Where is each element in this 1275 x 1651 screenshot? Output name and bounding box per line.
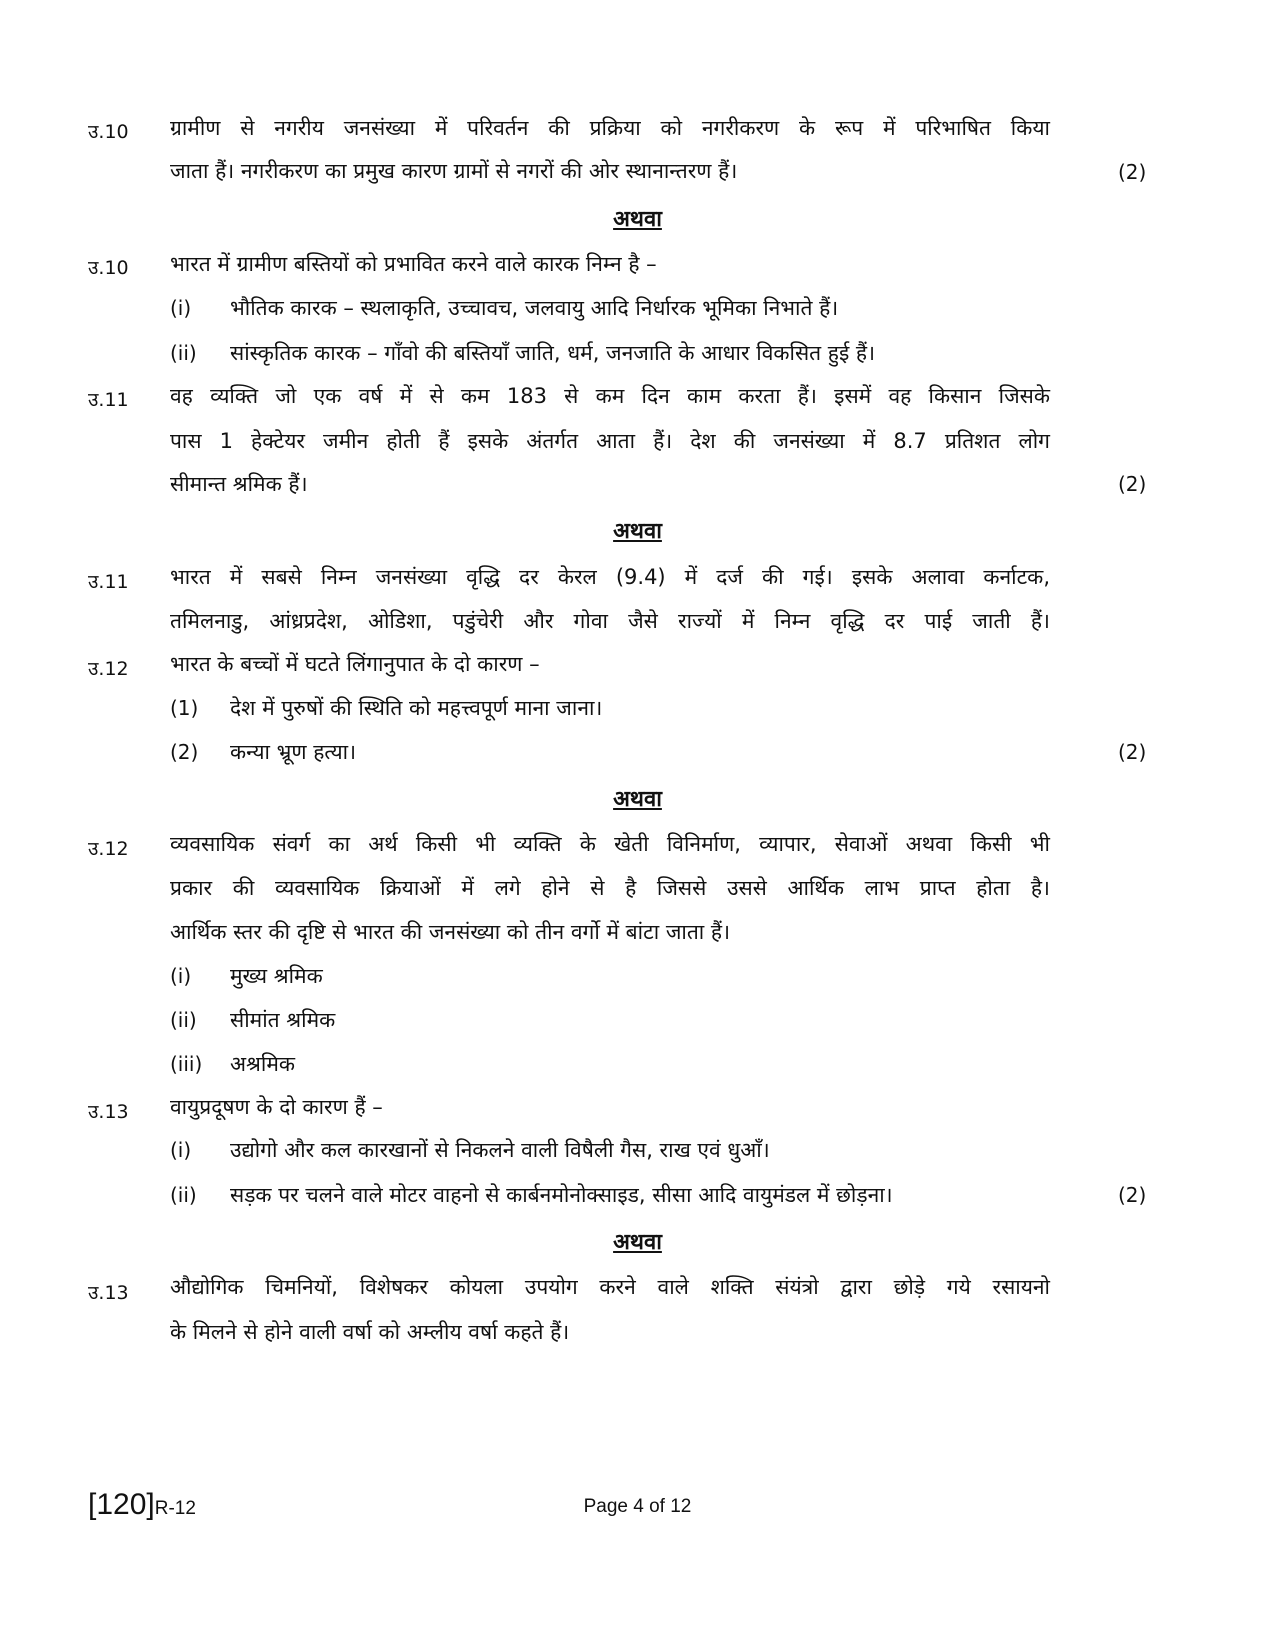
list-marker: (ii)	[170, 341, 197, 365]
question-number: उ.10	[88, 121, 129, 143]
answer-line: तमिलनाडु, आंध्रप्रदेश, ओडिशा, पडुंचेरी और गोवा जैसे राज्यों में निम्न वृद्धि दर पाई जाती हैं।	[170, 609, 1050, 633]
list-marker: (1)	[170, 696, 199, 720]
question-number: उ.10	[88, 257, 129, 279]
answer-line: के मिलने से होने वाली वर्षा को अम्लीय वर्षा कहते हैं।	[170, 1320, 570, 1344]
list-marker: (ii)	[170, 1008, 197, 1032]
or-separator: अथवा	[613, 1230, 662, 1255]
list-item: अश्रमिक	[230, 1052, 296, 1076]
answer-line: ग्रामीण से नगरीय जनसंख्या में परिवर्तन की प्रक्रिया को नगरीकरण के रूप में परिभाषित किया	[170, 116, 1050, 140]
list-item: उद्योगो और कल कारखानों से निकलने वाली विषैली गैस, राख एवं धुआँ।	[230, 1138, 770, 1162]
list-item: सीमांत श्रमिक	[230, 1008, 336, 1032]
list-item: कन्या भ्रूण हत्या।	[230, 740, 357, 764]
list-marker: (2)	[170, 740, 199, 764]
list-item: भौतिक कारक – स्थलाकृति, उच्चावच, जलवायु आदि निर्धारक भूमिका निभाते हैं।	[230, 296, 839, 320]
answer-line: जाता हैं। नगरीकरण का प्रमुख कारण ग्रामों से नगरों की ओर स्थानान्तरण हैं।	[170, 159, 738, 183]
page-number: Page 4 of 12	[583, 1496, 692, 1517]
list-item: देश में पुरुषों की स्थिति को महत्त्वपूर्ण माना जाना।	[230, 696, 603, 720]
answer-line: प्रकार की व्यवसायिक क्रियाओं में लगे होने से है जिससे उससे आर्थिक लाभ प्राप्त होता है।	[170, 876, 1050, 900]
list-item: सांस्कृतिक कारक – गाँवो की बस्तियाँ जाति, धर्म, जनजाति के आधार विकसित हुई हैं।	[230, 341, 876, 365]
question-number: उ.11	[88, 389, 129, 411]
answer-line: वह व्यक्ति जो एक वर्ष में से कम 183 से कम दिन काम करता हैं। इसमें वह किसान जिसके	[170, 384, 1050, 408]
list-marker: (i)	[170, 296, 192, 320]
answer-line: औद्योगिक चिमनियों, विशेषकर कोयला उपयोग करने वाले शक्ति संयंत्रो द्वारा छोड़े गये रसायनो	[170, 1275, 1050, 1299]
or-separator: अथवा	[613, 519, 662, 544]
answer-line: व्यवसायिक संवर्ग का अर्थ किसी भी व्यक्ति के खेती विनिर्माण, व्यापार, सेवाओं अथवा किसी भी	[170, 832, 1050, 856]
question-number: उ.12	[88, 658, 129, 680]
answer-intro: भारत के बच्चों में घटते लिंगानुपात के दो कारण –	[170, 652, 540, 676]
or-separator: अथवा	[613, 207, 662, 232]
question-number: उ.13	[88, 1101, 129, 1123]
list-item: सड़क पर चलने वाले मोटर वाहनो से कार्बनमोनोक्साइड, सीसा आदि वायुमंडल में छोड़ना।	[230, 1183, 893, 1207]
marks-label: (2)	[1118, 740, 1147, 764]
list-item: मुख्य श्रमिक	[230, 964, 323, 988]
marks-label: (2)	[1118, 472, 1147, 496]
list-marker: (i)	[170, 964, 192, 988]
paper-code-sub: R-12	[154, 1498, 196, 1519]
answer-line: सीमान्त श्रमिक हैं।	[170, 472, 308, 496]
or-separator: अथवा	[613, 787, 662, 812]
paper-code-main: [120]	[88, 1488, 155, 1521]
question-number: उ.11	[88, 571, 129, 593]
question-number: उ.13	[88, 1282, 129, 1304]
answer-line: भारत में सबसे निम्न जनसंख्या वृद्धि दर केरल (9.4) में दर्ज की गई। इसके अलावा कर्नाटक,	[170, 565, 1050, 589]
answer-line: पास 1 हेक्टेयर जमीन होती हैं इसके अंतर्गत आता हैं। देश की जनसंख्या में 8.7 प्रतिशत लोग	[170, 429, 1050, 453]
answer-line: आर्थिक स्तर की दृष्टि से भारत की जनसंख्या को तीन वर्गो में बांटा जाता हैं।	[170, 920, 731, 944]
list-marker: (iii)	[170, 1052, 203, 1076]
marks-label: (2)	[1118, 160, 1147, 184]
question-number: उ.12	[88, 838, 129, 860]
answer-intro: भारत में ग्रामीण बस्तियों को प्रभावित करने वाले कारक निम्न है –	[170, 252, 657, 276]
marks-label: (2)	[1118, 1183, 1147, 1207]
list-marker: (ii)	[170, 1183, 197, 1207]
list-marker: (i)	[170, 1138, 192, 1162]
answer-intro: वायुप्रदूषण के दो कारण हैं –	[170, 1095, 383, 1119]
